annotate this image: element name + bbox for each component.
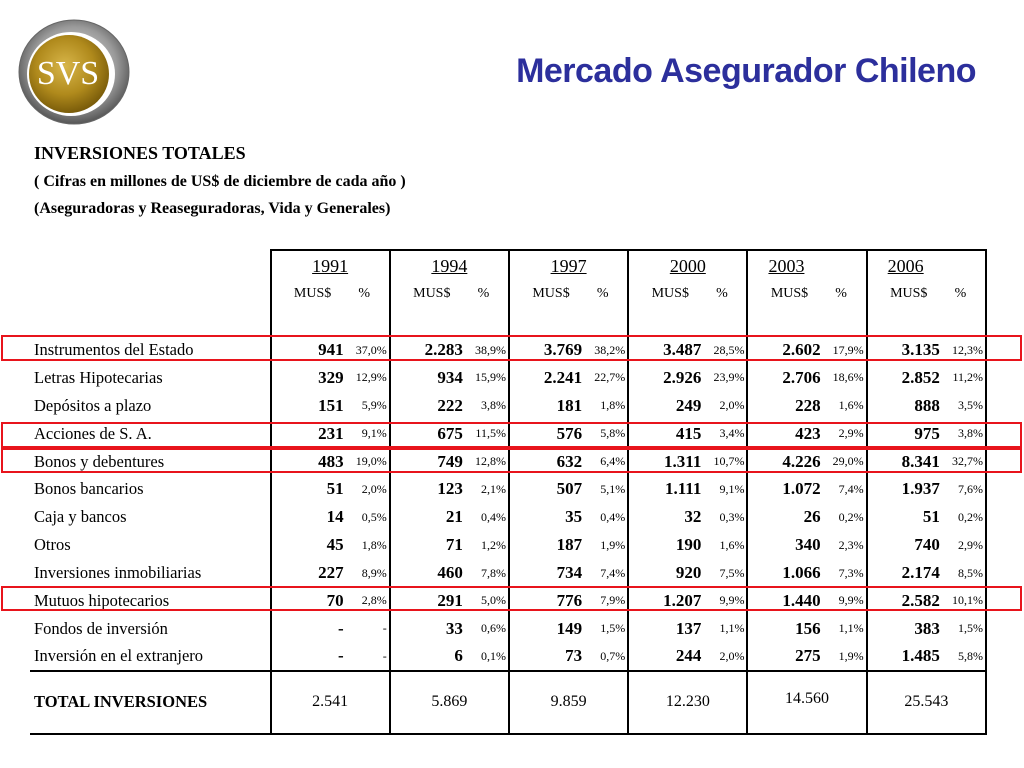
value-cell: 749	[390, 448, 469, 476]
table-row	[30, 587, 986, 615]
value-cell: 1.072	[747, 475, 826, 503]
percent-cell: 3,4%	[719, 426, 745, 441]
value-cell: 2.706	[747, 364, 826, 392]
row-label: Instrumentos del Estado	[34, 340, 194, 360]
unit-header: MUS$	[867, 278, 946, 336]
table-row	[30, 615, 986, 643]
percent-cell: 23,9%	[713, 370, 745, 385]
percent-cell: 9,9%	[719, 593, 745, 608]
svs-logo	[14, 14, 132, 130]
value-cell: 2.283	[390, 336, 469, 364]
row-label: Depósitos a plazo	[34, 395, 152, 415]
percent-cell: 9,9%	[838, 593, 864, 608]
total-value: 5.869	[390, 671, 509, 734]
percent-cell: 15,9%	[474, 370, 506, 385]
value-cell: 675	[390, 420, 469, 448]
value-cell: 740	[867, 531, 946, 559]
percent-cell: 11,5%	[475, 426, 506, 441]
value-cell: 2.174	[867, 559, 946, 587]
row-label: Mutuos hipotecarios	[34, 590, 170, 610]
unit-header: MUS$	[390, 278, 469, 336]
percent-cell: 7,9%	[600, 593, 626, 608]
percent-cell: 12,3%	[946, 336, 986, 364]
table-row	[30, 503, 986, 531]
table-row	[30, 448, 986, 476]
percent-cell: 29,0%	[832, 454, 864, 468]
percent-cell: 19,0%	[355, 454, 387, 468]
value-cell: 181	[509, 392, 588, 420]
percent-cell: 2,9%	[838, 426, 864, 441]
percent-cell: 1,5%	[600, 621, 626, 636]
percent-cell: 22,7%	[594, 370, 626, 385]
value-cell: 888	[867, 392, 946, 420]
value-cell: 32	[628, 503, 707, 531]
value-cell: 123	[390, 475, 469, 503]
value-cell: 14	[271, 503, 350, 531]
row-label: Acciones de S. A.	[34, 423, 152, 443]
value-cell: 632	[509, 448, 588, 476]
pct-header: %	[350, 278, 390, 336]
value-cell: 222	[390, 392, 469, 420]
percent-cell: 1,8%	[600, 398, 626, 413]
value-cell: 70	[271, 587, 350, 615]
percent-cell: 0,7%	[600, 648, 626, 663]
value-cell: 4.226	[747, 448, 826, 476]
unit-header: MUS$	[747, 278, 826, 336]
value-cell: 187	[509, 531, 588, 559]
value-cell: 1.440	[747, 587, 826, 615]
percent-cell: 1,2%	[480, 537, 506, 552]
percent-cell: 1,1%	[838, 621, 864, 636]
pct-header: %	[469, 278, 509, 336]
percent-cell: 0,3%	[719, 509, 745, 524]
row-label: Fondos de inversión	[34, 618, 168, 638]
total-value: 25.543	[867, 671, 986, 734]
value-cell: 483	[271, 448, 350, 476]
value-cell: 460	[390, 559, 469, 587]
year-header-row	[30, 250, 986, 278]
percent-cell: 0,4%	[600, 509, 626, 524]
table-row	[30, 531, 986, 559]
value-cell: 1.066	[747, 559, 826, 587]
percent-cell: 38,2%	[594, 342, 626, 357]
value-cell: 1.485	[867, 643, 946, 671]
value-cell: 1.311	[628, 448, 707, 476]
value-cell: 576	[509, 420, 588, 448]
value-cell: 776	[509, 587, 588, 615]
unit-header: MUS$	[628, 278, 707, 336]
total-label: TOTAL INVERSIONES	[30, 671, 271, 734]
value-cell: 228	[747, 392, 826, 420]
year-header: 2006	[867, 250, 986, 278]
total-value: 2.541	[271, 671, 390, 734]
year-header: 1997	[509, 250, 628, 278]
percent-cell: 5,0%	[480, 593, 506, 608]
units-note: ( Cifras en millones de US$ de diciembre de cada año )	[34, 173, 406, 190]
percent-cell: 0,4%	[480, 509, 506, 524]
value-cell: -	[271, 615, 350, 643]
percent-cell: 7,4%	[600, 565, 626, 580]
value-cell: 920	[628, 559, 707, 587]
value-cell: 934	[390, 364, 469, 392]
percent-cell: 18,6%	[832, 370, 864, 385]
percent-cell: 7,5%	[719, 565, 745, 580]
percent-cell: 7,6%	[946, 475, 986, 503]
percent-cell: 7,4%	[838, 481, 864, 496]
value-cell: 383	[867, 615, 946, 643]
scope-note: (Aseguradoras y Reaseguradoras, Vida y Generales)	[34, 200, 391, 217]
value-cell: 21	[390, 503, 469, 531]
unit-header: MUS$	[271, 278, 350, 336]
percent-cell: 1,6%	[838, 398, 864, 413]
value-cell: 2.852	[867, 364, 946, 392]
percent-cell: 1,9%	[600, 537, 626, 552]
row-label: Bonos bancarios	[34, 479, 144, 499]
pct-header: %	[946, 278, 986, 336]
percent-cell: 8,9%	[361, 565, 387, 580]
percent-cell: 38,9%	[474, 342, 506, 357]
percent-cell: 9,1%	[361, 426, 387, 441]
value-cell: 1.111	[628, 475, 707, 503]
value-cell: 3.769	[509, 336, 588, 364]
percent-cell: 17,9%	[832, 342, 864, 357]
percent-cell: 7,3%	[838, 565, 864, 580]
value-cell: 35	[509, 503, 588, 531]
table-row	[30, 559, 986, 587]
value-cell: 941	[271, 336, 350, 364]
row-label: Otros	[34, 535, 71, 555]
value-cell: 190	[628, 531, 707, 559]
percent-cell: 1,8%	[361, 537, 387, 552]
pct-header: %	[827, 278, 867, 336]
table-row	[30, 475, 986, 503]
percent-cell: 6,4%	[600, 454, 626, 468]
table-row	[30, 420, 986, 448]
percent-cell: 2,1%	[480, 481, 506, 496]
value-cell: 26	[747, 503, 826, 531]
value-cell: 3.487	[628, 336, 707, 364]
year-header: 2000	[628, 250, 747, 278]
percent-cell: 37,0%	[355, 342, 387, 357]
percent-cell: 28,5%	[713, 342, 745, 357]
page-title: Mercado Asegurador Chileno	[516, 52, 976, 90]
value-cell: 291	[390, 587, 469, 615]
row-label: Inversión en el extranjero	[34, 646, 204, 666]
percent-cell: 2,0%	[361, 481, 387, 496]
percent-cell: 1,1%	[719, 621, 745, 636]
year-header: 1991	[271, 250, 390, 278]
percent-cell: 10,1%	[946, 587, 986, 615]
value-cell: 33	[390, 615, 469, 643]
percent-cell: 2,8%	[361, 593, 387, 608]
percent-cell: 0,2%	[838, 509, 864, 524]
value-cell: 507	[509, 475, 588, 503]
value-cell: 1.937	[867, 475, 946, 503]
value-cell: 227	[271, 559, 350, 587]
investments-table	[30, 249, 987, 735]
total-value: 12.230	[628, 671, 747, 734]
value-cell: 51	[867, 503, 946, 531]
value-cell: 275	[747, 643, 826, 671]
pct-header: %	[588, 278, 628, 336]
percent-cell: 10,7%	[713, 454, 745, 468]
value-cell: 156	[747, 615, 826, 643]
pct-header: %	[707, 278, 747, 336]
value-cell: 231	[271, 420, 350, 448]
value-cell: 975	[867, 420, 946, 448]
logo-text: SVS	[36, 55, 100, 92]
value-cell: 2.582	[867, 587, 946, 615]
percent-cell: 32,7%	[946, 448, 986, 476]
value-cell: 6	[390, 643, 469, 671]
value-cell: 51	[271, 475, 350, 503]
row-label: Bonos y debentures	[34, 451, 165, 471]
percent-cell: 2,3%	[838, 537, 864, 552]
percent-cell: 9,1%	[719, 481, 745, 496]
percent-cell: 1,6%	[719, 537, 745, 552]
value-cell: 73	[509, 643, 588, 671]
unit-header: MUS$	[509, 278, 588, 336]
percent-cell: 8,5%	[946, 559, 986, 587]
total-value: 14.560	[747, 671, 866, 734]
percent-cell: 5,1%	[600, 481, 626, 496]
total-row	[30, 671, 986, 734]
value-cell: 734	[509, 559, 588, 587]
row-label: Caja y bancos	[34, 507, 127, 527]
percent-cell: 1,5%	[946, 615, 986, 643]
year-header: 1994	[390, 250, 509, 278]
row-label: Letras Hipotecarias	[34, 367, 163, 387]
value-cell: 2.602	[747, 336, 826, 364]
percent-cell: 0,1%	[480, 648, 506, 663]
percent-cell: 12,9%	[355, 370, 387, 385]
year-header: 2003	[747, 250, 866, 278]
value-cell: 423	[747, 420, 826, 448]
row-label: Inversiones inmobiliarias	[34, 563, 202, 583]
value-cell: 45	[271, 531, 350, 559]
value-cell: 149	[509, 615, 588, 643]
percent-cell: 0,5%	[361, 509, 387, 524]
value-cell: 249	[628, 392, 707, 420]
value-cell: 329	[271, 364, 350, 392]
value-cell: 2.241	[509, 364, 588, 392]
percent-cell: 12,8%	[474, 454, 506, 468]
value-cell: 137	[628, 615, 707, 643]
percent-cell: 5,8%	[946, 643, 986, 671]
value-cell: 151	[271, 392, 350, 420]
table-row	[30, 392, 986, 420]
value-cell: 3.135	[867, 336, 946, 364]
percent-cell: 2,0%	[719, 648, 745, 663]
value-cell: -	[271, 643, 350, 671]
percent-cell: 0,2%	[946, 503, 986, 531]
percent-cell: 5,8%	[600, 426, 626, 441]
percent-cell: 2,0%	[719, 398, 745, 413]
percent-cell: 2,9%	[946, 531, 986, 559]
percent-cell: 3,8%	[480, 398, 506, 413]
value-cell: 415	[628, 420, 707, 448]
table-row	[30, 643, 986, 671]
percent-cell: 3,8%	[946, 420, 986, 448]
value-cell: 340	[747, 531, 826, 559]
value-cell: 2.926	[628, 364, 707, 392]
value-cell: 244	[628, 643, 707, 671]
percent-cell: 7,8%	[480, 565, 506, 580]
total-value: 9.859	[509, 671, 628, 734]
value-cell: 1.207	[628, 587, 707, 615]
unit-header-row	[30, 278, 986, 336]
percent-cell: -	[382, 648, 387, 663]
value-cell: 71	[390, 531, 469, 559]
percent-cell: 1,9%	[838, 648, 864, 663]
section-title: INVERSIONES TOTALES	[34, 143, 246, 163]
percent-cell: -	[382, 621, 387, 636]
value-cell: 8.341	[867, 448, 946, 476]
percent-cell: 11,2%	[946, 364, 986, 392]
percent-cell: 3,5%	[946, 392, 986, 420]
percent-cell: 0,6%	[480, 621, 506, 636]
table-row	[30, 336, 986, 364]
percent-cell: 5,9%	[361, 398, 387, 413]
table-row	[30, 364, 986, 392]
